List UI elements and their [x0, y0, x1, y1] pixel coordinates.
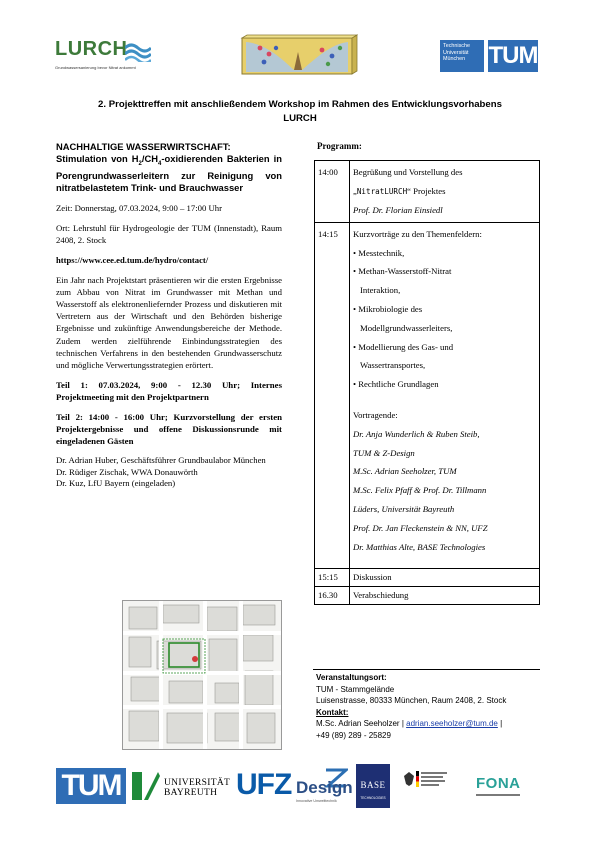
section-heading: NACHHALTIGE WASSERWIRTSCHAFT: Stimulation von $H_2/CH_4$-oxidierenden Bakterien in Porengrundwasserleitern zur Reinigung von nitratbelastetem Trink- und Brauchwasser — [56, 141, 282, 194]
fona-logo: FONA — [476, 776, 526, 800]
table-row — [315, 569, 540, 587]
agenda-cell: Kurzvorträge zu den Themenfeldern: • Messtechnik, • Methan-Wasserstoff-Nitrat Interaktion, • Mikrobiologie des Modellgrundwasserleiters, • Modellierung des Gas- und Wassertransportes, • Rechtliche Grundlagen Vortragende: Dr. Anja Wunderlich & Ruben Steib, TUM & Z-Design M.Sc. Adrian Seeholzer, TUM M.Sc. Felix Pfaff & Prof. Dr. Tillmann Lüders, Universität Bayreuth Prof. Dr. Jan Fleckenstein & NN, UFZ Dr. Matthias Alte, BASE Technologies — [350, 222, 540, 569]
event-time: Zeit: Donnerstag, 07.03.2024, 9:00 – 17:00 Uhr — [56, 202, 223, 213]
speaker-line: Prof. Dr. Jan Fleckenstein & NN, UFZ — [353, 522, 488, 533]
list-item: • Rechtliche Grundlagen — [353, 379, 439, 390]
bmbf-text-lines — [421, 772, 449, 786]
speakers-label: Vortragende: — [353, 409, 398, 420]
lurch-subtitle: Grundwassersanierung bevor Nitrat ankommt — [55, 65, 136, 70]
lurch-logo-text: LURCH — [55, 38, 128, 60]
table-row — [315, 222, 540, 569]
divider — [313, 669, 540, 670]
german-flag-icon — [416, 771, 419, 787]
bullet-icon: • — [353, 266, 357, 277]
program-label: Programm: — [317, 141, 362, 151]
speaker-line: M.Sc. Felix Pfaff & Prof. Dr. Tillmann — [353, 485, 487, 496]
bullet-icon: • — [353, 247, 357, 258]
federal-eagle-icon — [404, 772, 414, 786]
contact-email-link[interactable]: adrian.seeholzer@tum.de — [406, 719, 498, 729]
campus-map-image — [122, 600, 282, 750]
time-cell: 15:15 — [315, 569, 350, 587]
lurch-logo — [55, 38, 155, 74]
venue-block: Veranstaltungsort: TUM - Stammgelände Luisenstrasse, 80333 München, Raum 2408, 2. Stock Kontakt: M.Sc. Adrian Seeholzer | adrian.seeholzer@tum.de | +49 (89) 289 - 25829 — [316, 672, 546, 742]
speaker-line: M.Sc. Adrian Seeholzer, TUM — [353, 466, 457, 477]
agenda-cell: Diskussion — [350, 569, 540, 587]
program-table — [314, 160, 540, 605]
event-description: Ein Jahr nach Projektstart präsentieren wir die ersten Ergebnisse zum Abbau von Nitrat im Grundwasser mit Methan und Wasserstoff als elektronenliefernder Prozess und diskutieren mit Vertretern aus der Wirtschaft und den Behörden bisherige Ergebnisse und zukünftige Anwendungsbereiche der Methode. Zudem werden zielführende Einbindungsstrategien des technischen Verfahrens in den bestehenden Grundwasserschutz und mögliche Verwertungsstrategien erörtert. — [56, 275, 282, 370]
aquifer-diagram-illustration — [236, 34, 358, 78]
table-row — [315, 587, 540, 605]
speaker-line: Lüders, Universität Bayreuth — [353, 503, 455, 514]
base-technologies-logo: BASE TECHNOLOGIES — [356, 764, 390, 808]
contact-phone: +49 (89) 289 - 25829 — [316, 730, 391, 740]
project-name: NitratLURCH — [356, 186, 408, 196]
time-cell: 14:00 — [315, 161, 350, 223]
list-item: • Modellierung des Gas- und — [353, 341, 454, 352]
z-design-logo: Design Innovative Umwelttechnik — [296, 768, 352, 806]
guest-list — [56, 455, 282, 489]
page-title: 2. Projekttreffen mit anschließendem Workshop im Rahmen des Entwicklungsvorhabens LURCH — [98, 99, 502, 124]
guest-item: Dr. Rüdiger Zischak, WWA Donauwörth — [56, 466, 198, 477]
contact-label: Kontakt: — [316, 707, 349, 717]
guest-item: Dr. Adrian Huber, Geschäftsführer Grundbaulabor München — [56, 455, 266, 466]
table-row — [315, 161, 540, 223]
list-item: • Mikrobiologie des — [353, 303, 423, 314]
tum-name-box: Technische Universität München — [440, 40, 484, 72]
bayreuth-mark-icon — [132, 770, 160, 802]
time-cell: 16.30 — [315, 587, 350, 605]
venue-label: Veranstaltungsort: — [316, 673, 387, 682]
tum-footer-logo: TUM — [56, 768, 126, 804]
event-location: Ort: Lehrstuhl für Hydrogeologie der TUM (Innenstadt), Raum 2408, 2. Stock — [56, 222, 282, 245]
wave-icon — [125, 42, 151, 62]
part-two: Teil 2: 14:00 - 16:00 Uhr; Kurzvorstellung der ersten Projektergebnisse und offene Diskussionsrunde mit eingeladenen Gästen — [56, 412, 282, 447]
guest-item: Dr. Kuz, LfU Bayern (eingeladen) — [56, 478, 176, 489]
list-item: • Methan-Wasserstoff-Nitrat — [353, 266, 452, 277]
tum-mark: TUM — [488, 40, 538, 72]
part-one: Teil 1: 07.03.2024, 9:00 - 12.30 Uhr; Internes Projektmeeting mit den Projektpartnern — [56, 379, 282, 402]
tum-logo — [440, 40, 538, 72]
uni-bayreuth-logo: UNIVERSITÄT BAYREUTH — [132, 770, 228, 804]
agenda-cell: Begrüßung und Vorstellung des „NitratLURCH“ Projektes Prof. Dr. Florian Einsiedl — [350, 161, 540, 223]
speaker-line: Dr. Anja Wunderlich & Ruben Steib, — [353, 428, 480, 439]
time-cell: 14:15 — [315, 222, 350, 569]
contact-url[interactable]: https://www.cee.ed.tum.de/hydro/contact/ — [56, 254, 209, 265]
speaker-line: Dr. Matthias Alte, BASE Technologies — [353, 541, 486, 552]
agenda-cell: Verabschiedung — [350, 587, 540, 605]
bullet-icon: • — [353, 379, 357, 390]
bullet-icon: • — [353, 303, 357, 314]
bullet-icon: • — [353, 341, 357, 352]
list-item: • Messtechnik, — [353, 247, 405, 258]
ufz-logo: UFZ — [236, 768, 292, 801]
left-column — [56, 141, 282, 490]
speaker-line: TUM & Z-Design — [353, 447, 415, 458]
bmbf-logo — [404, 768, 452, 804]
